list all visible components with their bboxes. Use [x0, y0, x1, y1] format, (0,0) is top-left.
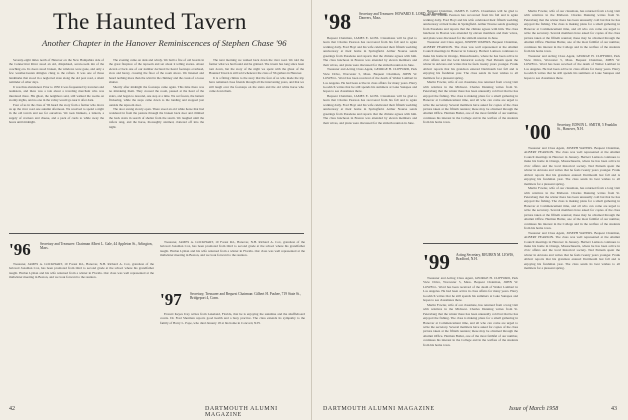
class-notes-text: Treasurer, JAMES A. LOCKHART, 10 Forest Rd., Hanover, N.H. Richard A. Cox, grandson of the beloved Jonathan Cox, has been promoted from third to second grade at the school where his grandfather taught. Harlan Lyman and his wife returned from a winter in Florida. Our class was well represented at the midwinter meeting in Boston, and we look forward to the reunion.	[9, 262, 154, 280]
class-notes-text: Martin Fowler, wife of our classmate, has returned from a long visit with relatives in the Midwest. Charles Dunning writes from St. Petersburg that the winter there has been unusually cold but that he has enjoyed the fishing. The class is making plans for a small gathering in Hanover at Commencement time, and all who can come are urged to write the secretary. Several members have asked for copies of the class picture taken at the fiftieth reunion; these may be obtained through the Alumni Office. Herman Butler, one of the most faithful of our number, continues his interest in the College and in the welfare of the students from his home town.	[524, 186, 620, 231]
class-notes-96-cont	[160, 240, 305, 282]
class-notes-98	[323, 36, 417, 400]
section-divider	[9, 233, 304, 234]
class-notes-text: Bequest Chairman, JAMES E. GOSS. Classmates will be glad to learn that Charles Pearson has recovered from his fall and is again walking daily. Fred Hoyt and his wife celebrated their fiftieth wedding anniversary at their home in Springfield. Arthur Nourse sends greetings from Pasadena and reports that the climate agrees with him. The class luncheon in Boston was attended by eleven members and their wives, and plans were discussed for the sixtieth reunion in June.	[323, 36, 417, 67]
class-notes-text: Treasurer and Acting Class Agent, GEORGE H. CLIFFORD, Park View Drive, Worcester 5, Mass. Bequest Chairman, JOHN W. LOWELL. Word has been received of the death of Walter Lambert in Los Angeles. He had been active in class affairs for many years. Harry Goodrich writes that he still spends his summers at Lake Sunapee and hopes to see classmates there.	[423, 276, 518, 303]
class-notes-99	[423, 276, 518, 400]
class-notes-99-cont	[524, 9, 620, 115]
magazine-name-right: DARTMOUTH ALUMNI MAGAZINE	[323, 406, 435, 412]
class-officers-97: Secretary, Treasurer and Bequest Chairman: Gilbert H. Pushee, 719 State St., Bridgeport 4, Conn.	[190, 292, 301, 301]
class-year-97: '97	[160, 290, 182, 309]
class-year-98: '98	[323, 9, 352, 34]
article-paragraph: It is a fitting climax to the story that the four of us who made the trip have remained close friends through all the intervening years, and that we still laugh over the footsteps on the stairs and the old white horse who came down them.	[209, 75, 304, 94]
article-column-2	[109, 58, 204, 228]
article-subtitle: Another Chapter in the Hanover Reminiscences of Stephen Chase '96	[42, 38, 287, 48]
class-notes-text: Treasurer and Acting Class Agent, GEORGE H. CLIFFORD, Park View Drive, Worcester 5, Mass. Bequest Chairman, JOHN W. LOWELL. Word has been received of the death of Walter Lambert in Los Angeles. He had been active in class affairs for many years. Harry Goodrich writes that he still spends his summers at Lake Sunapee and hopes to see classmates there.	[323, 67, 417, 94]
article-paragraph: Four of us in the class of '96 heard the story from a farmer who drove us up the river road one autumn afternoon. We resolved to spend a night in the old tavern and see for ourselves. We took blankets, a lantern, a supply of crackers and cheese, and a pack of cards to while away the hours until midnight.	[9, 102, 104, 125]
class-notes-00	[524, 146, 620, 400]
class-notes-text: Treasurer, JAMES A. LOCKHART, 10 Forest Rd., Hanover, N.H. Richard A. Cox, grandson of the beloved Jonathan Cox, has been promoted from third to second grade at the school where his grandfather taught. Harlan Lyman and his wife returned from a winter in Florida. Our class was well represented at the midwinter meeting in Boston, and we look forward to the reunion.	[160, 240, 305, 258]
article-title: The Haunted Tavern	[53, 9, 247, 34]
class-officers-99: Acting Secretary, REUBEN M. LEWIS, Bradford, N.H.	[456, 253, 514, 262]
article-column-3	[209, 58, 304, 228]
class-notes-text: Martin Fowler, wife of our classmate, has returned from a long visit with relatives in the Midwest. Charles Dunning writes from St. Petersburg that the winter there has been unusually cold but that he has enjoyed the fishing. The class is making plans for a small gathering in Hanover at Commencement time, and all who can come are urged to write the secretary. Several members have asked for copies of the class picture taken at the fiftieth reunion; these may be obtained through the Alumni Office. Herman Butler, one of the most faithful of our number, continues his interest in the College and in the welfare of the students from his home town.	[423, 302, 518, 347]
class-notes-text: Bequest Chairman, JAMES E. GOSS. Classmates will be glad to learn that Charles Pearson has recovered from his fall and is again walking daily. Fred Hoyt and his wife celebrated their fiftieth wedding anniversary at their home in Springfield. Arthur Nourse sends greetings from Pasadena and reports that the climate agrees with him. The class luncheon in Boston was attended by eleven members and their wives, and plans were discussed for the sixtieth reunion in June.	[323, 93, 417, 125]
class-officers-98: Secretary and Treasurer: HOWARD E. LORD, 40 Broadway, Danvers, Mass.	[359, 12, 448, 21]
magazine-name-left: DARTMOUTH ALUMNI MAGAZINE	[205, 406, 278, 418]
class-notes-96	[9, 262, 154, 400]
class-notes-97	[160, 312, 305, 400]
class-notes-text: Treasurer and Class Agent, JOSEPH WATERS. Bequest Chairman, ALBERT PEARSON. The class was well represented at the Alumni Council meetings in Hanover in January. Herbert Lamson continues to make his home in Orange, Massachusetts, where he has been active in civic affairs and the local historical society. Ned Putnam spent the winter in Arizona and writes that he feels twenty years younger. Frank Abbott reports that his grandson entered Dartmouth last fall and is enjoying his freshman year. The class sends its best wishes to all members for a pleasant spring.	[524, 230, 620, 271]
article-column-1	[9, 58, 104, 228]
article-paragraph: The next morning we walked back down the river road. We told the farmer what we had found and he grinned. The tavern has long since been torn down, but the story of the night we spent with the ghost of the Haunted Tavern is still told whenever the class of '96 gathers in Hanover.	[209, 58, 304, 76]
class-officers-96: Secretary and Treasurer: Chairman Albert L. Gale, 44 Appleton St., Arlington, Mass.	[40, 242, 153, 251]
left-page	[0, 0, 312, 420]
article-paragraph: The door swung slowly open. There stood an old white horse that had wandered in from the pasture through the broken back door and climbed the back stairs in search of shelter from the storm. We laughed until the rafters rang, and the horse, thoroughly alarmed, clattered off into the night.	[109, 106, 204, 129]
page-number-left: 42	[9, 406, 15, 412]
class-year-96: '96	[9, 240, 31, 259]
class-officers-00: Secretary, EDWIN L. SMITH, 5 Franklin St., Hanover, N.H.	[557, 123, 617, 132]
article-paragraph: The evening came on dark and windy. We built a fire of old boards in the great fireplace of the taproom and sat about it telling stories. About eleven o'clock one of our number declared he heard footsteps overhead, slow and heavy, crossing the floor of the room above. We listened and heard nothing more than the wind in the chimney and the creak of a loose shutter.	[109, 58, 204, 85]
section-divider	[423, 243, 518, 244]
article-paragraph: Seventy-eight miles north of Hanover on the New Hampshire side of the Connecticut River stood an old, dilapidated, seven-room inn of the coaching era. Its doors stood broken, the windows were gone, and only a few weather-beaten shingles clung to the rafters. It was one of those landmarks that stood in a neglected state along the old post road, a silent reminder of other days.	[9, 58, 104, 85]
article-paragraph: It was thus abandoned. Prior to 1850 it was frequented by travelers and teamsters, and there was a tale about a traveling merchant who was murdered there. His ghost, the neighbors said, still walked the rooms on stormy nights, and no one in the valley would go near it after dark.	[9, 84, 104, 103]
right-page	[313, 0, 628, 420]
class-notes-text: Martin Fowler, wife of our classmate, has returned from a long visit with relatives in the Midwest. Charles Dunning writes from St. Petersburg that the winter there has been unusually cold but that he has enjoyed the fishing. The class is making plans for a small gathering in Hanover at Commencement time, and all who can come are urged to write the secretary. Several members have asked for copies of the class picture taken at the fiftieth reunion; these may be obtained through the Alumni Office. Herman Butler, one of the most faithful of our number, continues his interest in the College and in the welfare of the students from his home town.	[524, 9, 620, 54]
issue-date: Issue of March 1958	[509, 406, 559, 412]
page-number-right: 43	[611, 406, 617, 412]
class-notes-text: Bequest Chairman, JAMES E. GOSS. Classmates will be glad to learn that Charles Pearson has recovered from his fall and is again walking daily. Fred Hoyt and his wife celebrated their fiftieth wedding anniversary at their home in Springfield. Arthur Nourse sends greetings from Pasadena and reports that the climate agrees with him. The class luncheon in Boston was attended by eleven members and their wives, and plans were discussed for the sixtieth reunion in June.	[423, 9, 518, 40]
class-notes-text: Treasurer and Class Agent, JOSEPH WATERS. Bequest Chairman, ALBERT PEARSON. The class was well represented at the Alumni Council meetings in Hanover in January. Herbert Lamson continues to make his home in Orange, Massachusetts, where he has been active in civic affairs and the local historical society. Ned Putnam spent the winter in Arizona and writes that he feels twenty years younger. Frank Abbott reports that his grandson entered Dartmouth last fall and is enjoying his freshman year. The class sends its best wishes to all members for a pleasant spring.	[524, 146, 620, 186]
class-notes-text: Everett Keyes Ivey writes from Lakeland, Florida, that he is enjoying the sunshine and the shuffleboard courts. Dr. Fred Sherman reports good health and a busy practice. The class extends its sympathy to the family of Harry L. Pope, who died January 18 at his home in Concord, N.H.	[160, 312, 305, 325]
class-notes-text: Treasurer and Class Agent, JOSEPH WATERS. Bequest Chairman, ALBERT PEARSON. The class was well represented at the Alumni Council meetings in Hanover in January. Herbert Lamson continues to make his home in Orange, Massachusetts, where he has been active in civic affairs and the local historical society. Ned Putnam spent the winter in Arizona and writes that he feels twenty years younger. Frank Abbott reports that his grandson entered Dartmouth last fall and is enjoying his freshman year. The class sends its best wishes to all members for a pleasant spring.	[423, 40, 518, 80]
class-notes-text: Martin Fowler, wife of our classmate, has returned from a long visit with relatives in the Midwest. Charles Dunning writes from St. Petersburg that the winter there has been unusually cold but that he has enjoyed the fishing. The class is making plans for a small gathering in Hanover at Commencement time, and all who can come are urged to write the secretary. Several members have asked for copies of the class picture taken at the fiftieth reunion; these may be obtained through the Alumni Office. Herman Butler, one of the most faithful of our number, continues his interest in the College and in the welfare of the students from his home town.	[423, 80, 518, 125]
class-year-00: '00	[524, 120, 551, 144]
article-paragraph: Shortly after midnight the footsteps came again. This time there was no mistaking them. They crossed the room, paused at the head of the stairs, and began to descend, one step at a time. We sat frozen, the lantern flickering, while the steps came down to the landing and stopped just outside the taproom door.	[109, 84, 204, 107]
class-notes-text: Treasurer and Acting Class Agent, GEORGE H. CLIFFORD, Park View Drive, Worcester 5, Mass. Bequest Chairman, JOHN W. LOWELL. Word has been received of the death of Walter Lambert in Los Angeles. He had been active in class affairs for many years. Harry Goodrich writes that he still spends his summers at Lake Sunapee and hopes to see classmates there.	[524, 53, 620, 80]
class-year-99: '99	[423, 250, 450, 274]
class-notes-98-cont	[423, 9, 518, 241]
